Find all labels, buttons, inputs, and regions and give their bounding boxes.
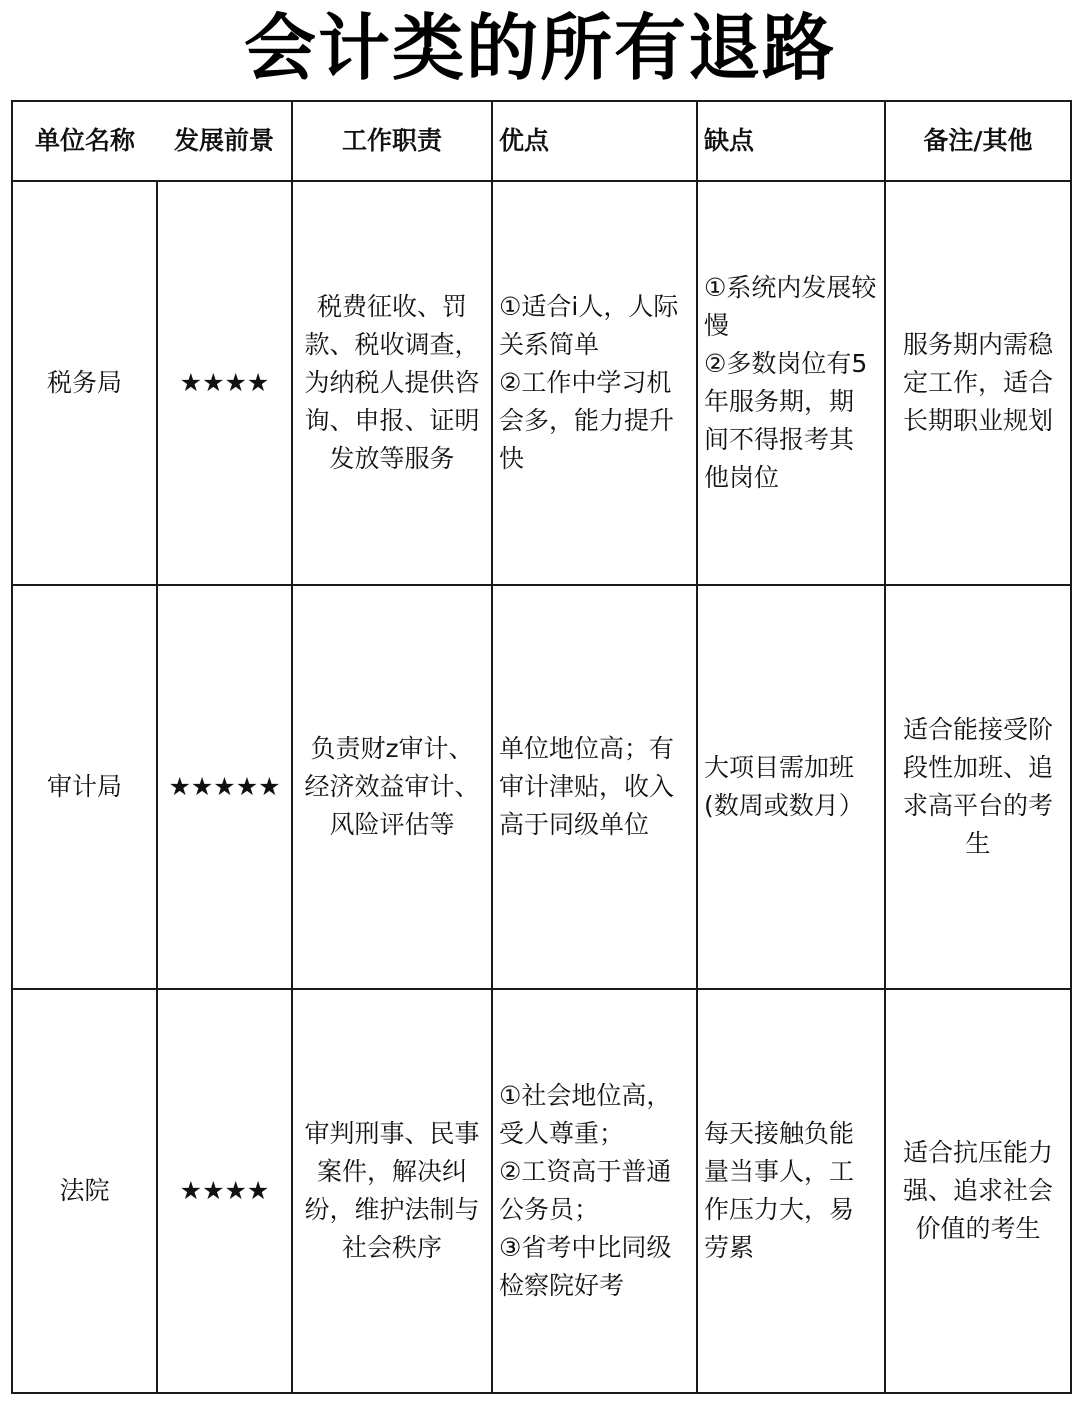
- duties-cell: 税费征收、罚款、税收调查，为纳税人提供咨询、申报、证明发放等服务: [292, 181, 492, 585]
- prospect-stars: ★★★★: [157, 989, 292, 1393]
- header-notes: 备注/其他: [885, 101, 1071, 181]
- prospect-stars: ★★★★: [157, 181, 292, 585]
- header-pros: 优点: [492, 101, 697, 181]
- header-prospect: 发展前景: [157, 101, 292, 181]
- duties-cell: 审判刑事、民事案件，解决纠纷，维护法制与社会秩序: [292, 989, 492, 1393]
- comparison-table: [11, 100, 1072, 1394]
- header-unit-name: 单位名称: [12, 101, 157, 181]
- notes-cell: 适合抗压能力强、追求社会价值的考生: [885, 989, 1071, 1393]
- notes-cell: 服务期内需稳定工作，适合长期职业规划: [885, 181, 1071, 585]
- cell-line: ②工资高于普通公务员；: [499, 1157, 672, 1224]
- cell-line: ①适合i人，人际关系简单: [499, 292, 679, 359]
- unit-name-cell: 税务局: [12, 181, 157, 585]
- unit-name-cell: 审计局: [12, 585, 157, 989]
- duties-cell: 负责财z审计、经济效益审计、风险评估等: [292, 585, 492, 989]
- table-row: [12, 989, 1071, 1393]
- pros-cell: [492, 181, 697, 585]
- pros-cell: [492, 989, 697, 1393]
- cell-line: ②工作中学习机会多，能力提升快: [499, 368, 675, 473]
- cell-line: 大项目需加班(数周或数月）: [704, 753, 864, 820]
- pros-cell: [492, 585, 697, 989]
- table-row: [12, 585, 1071, 989]
- notes-cell: 适合能接受阶段性加班、追求高平台的考生: [885, 585, 1071, 989]
- cell-line: 每天接触负能量当事人，工作压力大，易劳累: [704, 1119, 855, 1262]
- cons-cell: [697, 989, 885, 1393]
- prospect-stars: ★★★★★: [157, 585, 292, 989]
- page-title: 会计类的所有退路: [243, 6, 836, 90]
- header-cons: 缺点: [697, 101, 885, 181]
- unit-name-cell: 法院: [12, 989, 157, 1393]
- cell-line: ①系统内发展较慢: [704, 273, 877, 340]
- table-row: [12, 181, 1071, 585]
- cons-cell: [697, 585, 885, 989]
- header-duties: 工作职责: [292, 101, 492, 181]
- cell-line: ②多数岗位有5年服务期，期间不得报考其他岗位: [704, 349, 868, 492]
- cell-line: ①社会地位高，受人尊重；: [499, 1081, 672, 1148]
- cons-cell: [697, 181, 885, 585]
- header-row: [12, 101, 1071, 181]
- cell-line: ③省考中比同级检察院好考: [499, 1233, 672, 1300]
- cell-line: 单位地位高；有审计津贴，收入高于同级单位: [499, 734, 675, 839]
